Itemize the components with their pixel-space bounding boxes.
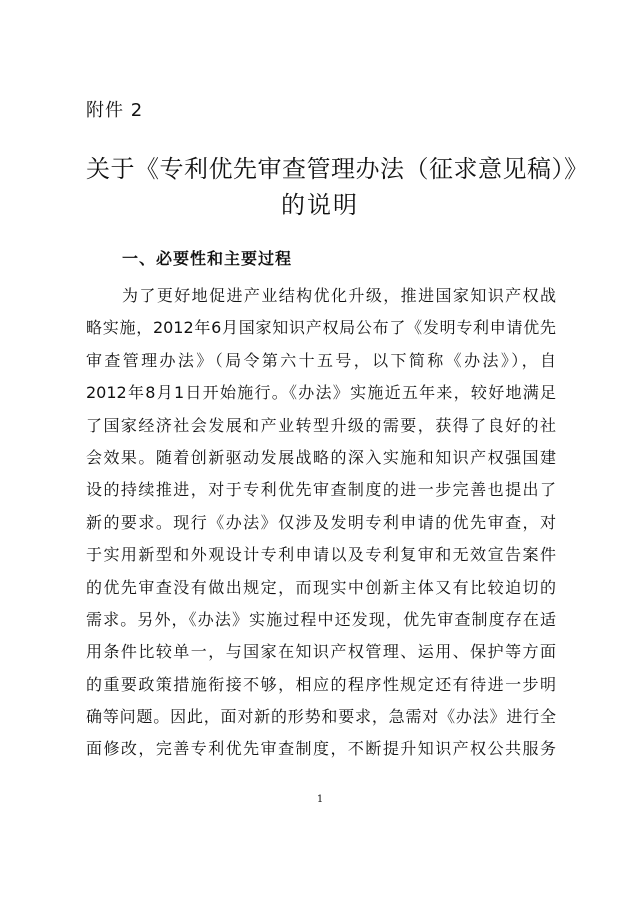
body-line: 审查管理办法》（局令第六十五号，以下简称《办法》），自 [86,350,556,370]
page-number: 1 [316,794,324,805]
body-line: 的优先审查没有做出规定，而现实中创新主体又有比较迫切的 [86,577,556,597]
body-line: 确等问题。因此，面对新的形势和要求，急需对《办法》进行全 [86,707,556,727]
document-title-line-1: 关于《专利优先审查管理办法（征求意见稿）》 [86,155,589,183]
body-line: 略实施，2012年6月国家知识产权局公布了《发明专利申请优先 [86,318,556,338]
body-line: 需求。另外，《办法》实施过程中还发现，优先审查制度存在适 [86,609,556,629]
body-line: 2012年8月1日开始施行。《办法》实施近五年来，较好地满足 [86,383,556,403]
body-line: 用条件比较单一，与国家在知识产权管理、运用、保护等方面 [86,642,556,662]
section-body [86,280,556,766]
body-line: 会效果。随着创新驱动发展战略的深入实施和知识产权强国建 [86,447,556,467]
body-line: 于实用新型和外观设计专利申请以及专利复审和无效宣告案件 [86,545,556,565]
body-line: 了国家经济社会发展和产业转型升级的需要，获得了良好的社 [86,415,556,435]
section-heading: 一、必要性和主要过程 [122,249,293,268]
document-title-line-2: 的说明 [281,191,359,219]
body-line: 面修改，完善专利优先审查制度，不断提升知识产权公共服务 [86,739,556,759]
body-line: 新的要求。现行《办法》仅涉及发明专利申请的优先审查，对 [86,512,556,532]
attachment-label: 附件 2 [86,100,144,121]
body-line: 的重要政策措施衔接不够，相应的程序性规定还有待进一步明 [86,674,556,694]
body-line: 设的持续推进，对于专利优先审查制度的进一步完善也提出了 [86,480,556,500]
body-line: 为了更好地促进产业结构优化升级，推进国家知识产权战 [122,286,556,305]
